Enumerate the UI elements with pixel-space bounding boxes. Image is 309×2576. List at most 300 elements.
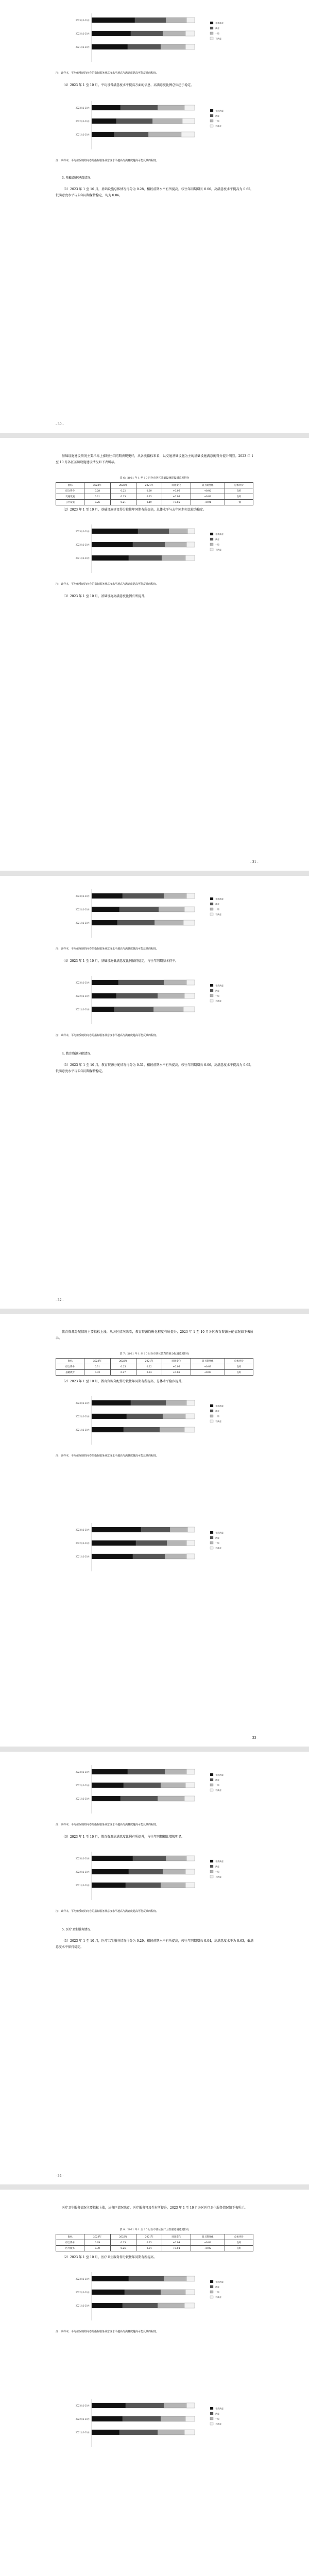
legend-swatch <box>210 1875 213 1878</box>
chart-5 <box>56 973 253 1029</box>
paragraph: （4）2023 年 1 至 10 月，平均设备满意度水平提高方面的信息，高满意度比例总体趋于稳定。 <box>62 83 194 87</box>
bar-segment <box>131 31 163 36</box>
chart-note: 注：该样本，平均值反映的问卷的指标服务满意度水平越高与满意度越高可能反映的程度。 <box>56 72 159 75</box>
page-number: - 34 - <box>56 2174 64 2178</box>
legend-label: 不满意 <box>215 548 221 551</box>
chart-note: 注：该样本，平均值反映的问卷的指标服务满意度水平越高与满意度越高可能反映的程度。 <box>56 1034 159 1037</box>
category-label: 2023年1-10月 <box>75 1771 90 1773</box>
bar-segment <box>184 2303 195 2308</box>
category-label: 2021年1-10月 <box>75 46 90 48</box>
bar-segment <box>92 2430 119 2435</box>
bar-segment <box>186 2276 195 2281</box>
legend-label: 一般 <box>215 32 219 35</box>
table-cell: 一般 <box>225 500 253 505</box>
legend-swatch <box>210 984 213 987</box>
legend-swatch <box>210 2291 213 2293</box>
paragraph: 教育资源分配情况主要指标上涨，从各区情况来看，教育资源均衡化程度有所提升，2023 年 1 至 10 月各区教育资源分配情况如下表所示。 <box>56 1330 253 1340</box>
table-cell: +0.02 <box>191 2240 225 2246</box>
bar-segment <box>186 1856 195 1861</box>
bar-segment <box>165 1769 186 1774</box>
chart-note: 注：该样本，平均值反映的问卷的指标服务满意度水平越高与满意度越高可能反映的程度。 <box>56 947 159 951</box>
legend-label: 非常满意 <box>215 22 224 25</box>
category-label: 2022年1-10月 <box>75 544 90 546</box>
section-heading: 4. 教育资源分配情况 <box>62 1052 91 1056</box>
chart-note: 注：该样本，平均值反映的问卷的指标服务满意度水平越高与满意度越高可能反映的程度。 <box>56 159 159 162</box>
category-label: 2022年1-10月 <box>75 1415 90 1418</box>
legend-swatch <box>210 2422 213 2425</box>
legend-label: 不满意 <box>215 913 221 916</box>
legend-swatch <box>210 125 213 127</box>
bar-segment <box>185 1414 195 1419</box>
paragraph: （4）2023 年 1 至 10 月，基础设施低满意度比例保持稳定，与往年同期基本持平。 <box>62 959 179 963</box>
bar-segment <box>161 44 185 49</box>
category-label: 2021年1-10月 <box>75 1555 90 1558</box>
table-row <box>56 488 253 494</box>
table-header-cell: 较上期变化 <box>191 1359 225 1364</box>
bar-segment <box>123 2303 158 2308</box>
table-cell: 0.22 <box>136 1364 162 1370</box>
legend-label: 不满意 <box>215 2422 221 2426</box>
bar-segment <box>119 907 159 912</box>
legend-label: 满意 <box>215 1536 219 1539</box>
bar-segment <box>92 105 121 110</box>
legend-swatch <box>210 1415 213 1417</box>
stats-table <box>56 1358 253 1376</box>
bar-segment <box>92 2276 129 2281</box>
bar-segment <box>92 1883 126 1888</box>
bar-segment <box>92 993 116 998</box>
bar-segment <box>183 1007 195 1012</box>
legend-label: 非常满意 <box>215 1404 224 1408</box>
category-label: 2023年1-10月 <box>75 1402 90 1404</box>
bar-segment <box>92 920 117 925</box>
legend-swatch <box>210 994 213 997</box>
legend-swatch <box>210 22 213 24</box>
legend-label: 一般 <box>215 2417 219 2420</box>
bar-segment <box>136 1540 167 1546</box>
table-cell: 综合得分 <box>56 1364 84 1370</box>
bar-segment <box>92 555 129 561</box>
legend-label: 满意 <box>215 1865 219 1868</box>
category-label: 2022年1-10月 <box>75 1871 90 1873</box>
bar-segment <box>135 18 166 23</box>
table-row <box>56 2240 253 2246</box>
legend-swatch <box>210 533 213 535</box>
category-label: 2022年1-10月 <box>75 32 90 35</box>
legend-label: 满意 <box>215 2285 219 2289</box>
category-label: 2021年1-10月 <box>75 557 90 560</box>
page-divider <box>0 2184 309 2190</box>
legend-swatch <box>210 120 213 122</box>
bar-segment <box>92 1527 141 1532</box>
category-label: 2022年1-10月 <box>75 120 90 123</box>
table-cell: 0.29 <box>84 2240 110 2246</box>
table-header-cell: 总体评价 <box>225 2234 253 2240</box>
bar-segment <box>92 1856 133 1861</box>
bar-segment <box>131 1400 166 1405</box>
paragraph: （3）2023 年 1 至 10 月，基础设施高满意度比例有所提升。 <box>62 595 148 598</box>
page-divider <box>0 1309 309 1314</box>
table-cell: 0.23 <box>136 494 162 500</box>
table-cell: 0.28 <box>84 488 110 494</box>
bar-segment <box>92 893 123 899</box>
bar-segment <box>158 993 184 998</box>
bar-segment <box>185 44 195 49</box>
category-label: 2021年1-10月 <box>75 2304 90 2307</box>
bar-segment <box>184 907 195 912</box>
legend-swatch <box>210 2412 213 2415</box>
bar-segment <box>161 2290 185 2295</box>
bar-segment <box>92 44 128 49</box>
category-label: 2023年1-10月 <box>75 1529 90 1531</box>
bar-segment <box>185 2290 195 2295</box>
bar-segment <box>186 1554 195 1559</box>
chart-11 <box>56 2396 253 2452</box>
bar-segment <box>92 1414 127 1419</box>
table-cell: 0.31 <box>84 494 110 500</box>
bar-segment <box>165 542 186 547</box>
bar-segment <box>116 993 158 998</box>
table-cell: 0.31 <box>84 1364 110 1370</box>
table-cell: 良好 <box>225 1370 253 1376</box>
table-cell: 良好 <box>225 2246 253 2251</box>
legend-label: 一般 <box>215 1541 219 1545</box>
legend-label: 一般 <box>215 1784 219 1787</box>
table-cell: +0.03 <box>191 1364 225 1370</box>
bar-segment <box>128 44 161 49</box>
table-title: 表 6：2021 年 1 至 10 月全市各区基础设施建设满意度得分 <box>119 477 190 480</box>
bar-segment <box>186 542 195 547</box>
legend-label: 满意 <box>215 2412 219 2415</box>
bar-segment <box>148 132 181 137</box>
chart-note: 注：该样本，平均值反映的问卷的指标服务满意度水平越高与满意度越高可能反映的程度。 <box>56 2330 159 2333</box>
bar-segment <box>158 105 184 110</box>
table-header-cell: 较上期变化 <box>191 483 225 488</box>
legend-swatch <box>210 543 213 546</box>
paragraph: （2）2023 年 1 至 10 月，医疗卫生服务得分较往年同期有所提高。 <box>62 2256 157 2259</box>
legend-label: 一般 <box>215 543 219 546</box>
section-heading: 3. 基础设施建设情况 <box>62 176 91 180</box>
category-label: 2022年1-10月 <box>75 2418 90 2420</box>
category-label: 2021年1-10月 <box>75 1798 90 1800</box>
bar-segment <box>182 118 195 124</box>
legend-swatch <box>210 114 213 117</box>
table-row <box>56 500 253 505</box>
legend-swatch <box>210 897 213 900</box>
table-cell: 0.26 <box>84 500 110 505</box>
bar-segment <box>170 1527 187 1532</box>
bar-segment <box>92 1796 121 1801</box>
table-cell: +0.03 <box>191 494 225 500</box>
bar-segment <box>129 555 162 561</box>
chart-3 <box>56 521 253 578</box>
bar-segment <box>181 132 195 137</box>
category-label: 2023年1-10月 <box>75 2278 90 2280</box>
bar-segment <box>187 1527 195 1532</box>
table-cell: 综合得分 <box>56 488 84 494</box>
bar-segment <box>92 1007 114 1012</box>
legend-label: 不满意 <box>215 37 221 40</box>
legend-label: 满意 <box>215 538 219 541</box>
legend-label: 满意 <box>215 27 219 30</box>
table-cell: 0.21 <box>110 500 136 505</box>
table-cell: +0.04 <box>162 2240 191 2246</box>
table-header-cell: 较上期变化 <box>191 2234 225 2240</box>
bar-segment <box>92 2416 123 2421</box>
bar-segment <box>159 907 184 912</box>
table-header-row <box>56 2234 253 2240</box>
table-header-cell: 2022年 <box>110 2234 136 2240</box>
category-label: 2021年1-10月 <box>75 922 90 924</box>
bar-segment <box>152 118 182 124</box>
legend-label: 满意 <box>215 1410 219 1413</box>
table-header-cell: 2021年 <box>136 483 162 488</box>
legend-swatch <box>210 1547 213 1549</box>
legend-label: 一般 <box>215 120 219 123</box>
bar-segment <box>92 1400 131 1405</box>
legend-label: 不满意 <box>215 1789 221 1792</box>
chart-note: 注：该样本，平均值反映的问卷的指标服务满意度水平越高与满意度越高可能反映的程度。 <box>56 1910 159 1913</box>
legend-swatch <box>210 2296 213 2298</box>
legend-swatch <box>210 538 213 540</box>
page-divider <box>0 1747 309 1752</box>
bar-segment <box>184 2430 195 2435</box>
legend-label: 满意 <box>215 1778 219 1782</box>
legend-swatch <box>210 903 213 905</box>
category-label: 2022年1-10月 <box>75 1542 90 1545</box>
category-label: 2022年1-10月 <box>75 908 90 911</box>
paragraph: （1）2023 年 1 至 10 月，基础设施总体情况得分为 0.28，相较前期水平有所提高，较往年同期增长 0.06，高满意度水平提高为 0.65，低满意度水平与去年同期保持稳定，均为 0.06。 <box>56 188 253 197</box>
table-cell: 交通设施 <box>56 494 84 500</box>
legend-swatch <box>210 2280 213 2283</box>
table-cell: 医疗服务 <box>56 2246 84 2251</box>
category-label: 2022年1-10月 <box>75 1784 90 1787</box>
legend-swatch <box>210 2417 213 2420</box>
section-heading: 5. 医疗卫生服务情况 <box>62 1928 91 1931</box>
bar-segment <box>164 2276 186 2281</box>
category-label: 2023年1-10月 <box>75 2404 90 2407</box>
table-cell: 0.23 <box>136 2240 162 2246</box>
legend-swatch <box>210 1870 213 1873</box>
legend-label: 一般 <box>215 1415 219 1418</box>
table-header-cell: 2022年 <box>110 483 136 488</box>
page-number: - 33 - <box>250 1736 259 1740</box>
chart-2 <box>56 98 253 155</box>
table-row <box>56 1364 253 1370</box>
bar-segment <box>133 542 165 547</box>
bar-segment <box>185 2416 195 2421</box>
chart-6 <box>56 1393 253 1450</box>
bar-segment <box>160 1427 184 1432</box>
paragraph: 基础设施建设情况主要指标上涨较往年同期表现更好，从各类指标来看，以交通基础设施为主的基础设施满意度得分提升明显。2023 年 1 至 10 月各区基础设施建设情况如下表所示。 <box>56 454 253 464</box>
paragraph: （1）2023 年 1 至 10 月，医疗卫生服务情况得分为 0.29，相较前期水平有所提高，较往年同期增长 0.04，高满意度水平为 0.63，低满意度水平保持稳定。 <box>56 1939 253 1949</box>
table-cell: 0.25 <box>110 1364 136 1370</box>
chart-9 <box>56 1849 253 1905</box>
legend-swatch <box>210 999 213 1002</box>
table-cell: +0.04 <box>162 2246 191 2251</box>
bar-segment <box>92 2403 126 2408</box>
paragraph: （1）2023 年 1 至 10 月，教育资源分配情况得分为 0.31，相较前期水平有所提高，较往年同期增长 0.06，高满意度水平提高为 0.65，低满意度水平与去年同期保持稳定。 <box>56 1063 253 1073</box>
bar-segment <box>114 132 148 137</box>
bar-segment <box>186 2403 195 2408</box>
legend-label: 满意 <box>215 903 219 906</box>
table-cell: +0.06 <box>162 1370 191 1376</box>
bar-segment <box>164 2403 186 2408</box>
legend-swatch <box>210 548 213 551</box>
chart-4 <box>56 886 253 943</box>
bar-segment <box>184 1427 195 1432</box>
bar-segment <box>133 1856 166 1861</box>
category-label: 2023年1-10月 <box>75 895 90 897</box>
bar-segment <box>126 1883 161 1888</box>
bar-segment <box>153 1007 183 1012</box>
legend-swatch <box>210 1404 213 1407</box>
table-cell: +0.06 <box>162 488 191 494</box>
bar-segment <box>138 529 169 534</box>
legend-label: 不满意 <box>215 125 221 128</box>
category-label: 2023年1-10月 <box>75 1857 90 1860</box>
table-cell: 0.20 <box>136 488 162 494</box>
category-label: 2023年1-10月 <box>75 981 90 984</box>
table-header-row <box>56 483 253 488</box>
legend-swatch <box>210 1410 213 1412</box>
bar-segment <box>154 920 183 925</box>
table-cell: 公共设施 <box>56 500 84 505</box>
chart-note: 注：该样本，平均值反映的问卷的指标服务满意度水平越高与满意度越高可能反映的程度。 <box>56 1454 159 1458</box>
legend-label: 一般 <box>215 908 219 911</box>
bar-segment <box>92 1427 124 1432</box>
bar-segment <box>92 529 138 534</box>
category-label: 2021年1-10月 <box>75 2431 90 2434</box>
bar-segment <box>124 1783 161 1788</box>
legend-swatch <box>210 1531 213 1534</box>
chart-note: 注：该样本，平均值反映的问卷的指标服务满意度水平越高与满意度越高可能反映的程度。 <box>56 1823 159 1826</box>
bar-segment <box>163 1869 185 1874</box>
legend-swatch <box>210 109 213 112</box>
chart-8 <box>56 1762 253 1819</box>
paragraph: 医疗卫生服务情况主要指标上涨，从各区情况来看，医疗服务可及性有所提升，2023 年 1 至 10 月各区医疗卫生服务情况如下表所示。 <box>62 2206 248 2210</box>
legend-label: 非常满意 <box>215 897 224 901</box>
chart-7 <box>56 1520 253 1577</box>
table-cell: 基础教育 <box>56 1370 84 1376</box>
table-header-cell: 同比变化 <box>162 1359 191 1364</box>
bar-segment <box>185 555 195 561</box>
bar-segment <box>163 31 185 36</box>
table-cell: 良好 <box>225 1364 253 1370</box>
bar-segment <box>121 105 158 110</box>
legend-swatch <box>210 1420 213 1422</box>
bar-segment <box>184 993 195 998</box>
table-header-cell: 指标 <box>56 483 84 488</box>
bar-segment <box>158 1796 184 1801</box>
bar-segment <box>169 529 187 534</box>
category-label: 2021年1-10月 <box>75 1008 90 1011</box>
bar-segment <box>133 1554 165 1559</box>
table-cell: 0.24 <box>136 2246 162 2251</box>
bar-segment <box>92 907 119 912</box>
bar-segment <box>124 1427 160 1432</box>
table-cell: 良好 <box>225 2240 253 2246</box>
legend-label: 满意 <box>215 114 219 117</box>
paragraph: （3）2023 年 1 至 10 月，教育资源高满意度比例有所提升，与往年同期相比增幅明显。 <box>62 1835 185 1839</box>
bar-segment <box>166 1400 186 1405</box>
table-header-cell: 总体评价 <box>225 1359 253 1364</box>
legend-swatch <box>210 1784 213 1786</box>
legend-label: 非常满意 <box>215 1531 224 1534</box>
table-header-cell: 指标 <box>56 2234 84 2240</box>
bar-segment <box>92 980 118 985</box>
table-cell: 良好 <box>225 494 253 500</box>
bar-segment <box>166 1856 186 1861</box>
legend-swatch <box>210 27 213 29</box>
page-divider <box>0 871 309 876</box>
category-label: 2021年1-10月 <box>75 1884 90 1887</box>
table-cell: 0.25 <box>110 2240 136 2246</box>
category-label: 2022年1-10月 <box>75 2291 90 2294</box>
legend-swatch <box>210 2407 213 2410</box>
bar-segment <box>118 980 164 985</box>
table-header-cell: 2023年 <box>84 483 110 488</box>
bar-segment <box>161 1883 185 1888</box>
paragraph: （2）2023 年 1 至 10 月，基础设施建设得分较往年同期有所提高，总体水平与去年同期相比较为稳定。 <box>62 508 207 512</box>
bar-segment <box>186 1769 195 1774</box>
legend-label: 非常满意 <box>215 2280 224 2283</box>
legend-swatch <box>210 989 213 992</box>
bar-segment <box>141 1527 170 1532</box>
bar-segment <box>183 920 195 925</box>
bar-segment <box>92 18 135 23</box>
bar-segment <box>92 31 131 36</box>
legend-label: 一般 <box>215 1870 219 1873</box>
page-number: - 32 - <box>56 1298 64 1302</box>
legend-label: 不满意 <box>215 1547 221 1550</box>
legend-swatch <box>210 1773 213 1776</box>
bar-segment <box>92 132 114 137</box>
table-header-cell: 指标 <box>56 1359 84 1364</box>
bar-segment <box>165 1554 186 1559</box>
table-row <box>56 494 253 500</box>
legend-label: 非常满意 <box>215 1860 224 1863</box>
legend-swatch <box>210 37 213 40</box>
legend-swatch <box>210 908 213 910</box>
table-cell: 良好 <box>225 488 253 494</box>
bar-segment <box>167 1540 186 1546</box>
bar-segment <box>117 920 154 925</box>
bar-segment <box>186 893 195 899</box>
legend-swatch <box>210 913 213 916</box>
bar-segment <box>116 118 152 124</box>
bar-segment <box>186 980 195 985</box>
chart-1 <box>56 10 253 67</box>
stats-table <box>56 2234 253 2251</box>
bar-segment <box>184 1796 195 1801</box>
table-cell: 0.25 <box>110 494 136 500</box>
bar-segment <box>166 18 186 23</box>
bar-segment <box>186 1540 195 1546</box>
bar-segment <box>164 980 186 985</box>
category-label: 2021年1-10月 <box>75 133 90 136</box>
table-cell: 0.30 <box>84 2246 110 2251</box>
bar-segment <box>121 1796 158 1801</box>
legend-label: 非常满意 <box>215 1773 224 1776</box>
bar-segment <box>185 1869 195 1874</box>
bar-segment <box>187 529 195 534</box>
page-divider <box>0 433 309 438</box>
legend-swatch <box>210 1865 213 1868</box>
chart-note: 注：该样本，平均值反映的问卷的指标服务满意度水平越高与满意度越高可能反映的程度。 <box>56 583 159 586</box>
table-cell: +0.02 <box>191 2246 225 2251</box>
bar-segment <box>185 1883 195 1888</box>
